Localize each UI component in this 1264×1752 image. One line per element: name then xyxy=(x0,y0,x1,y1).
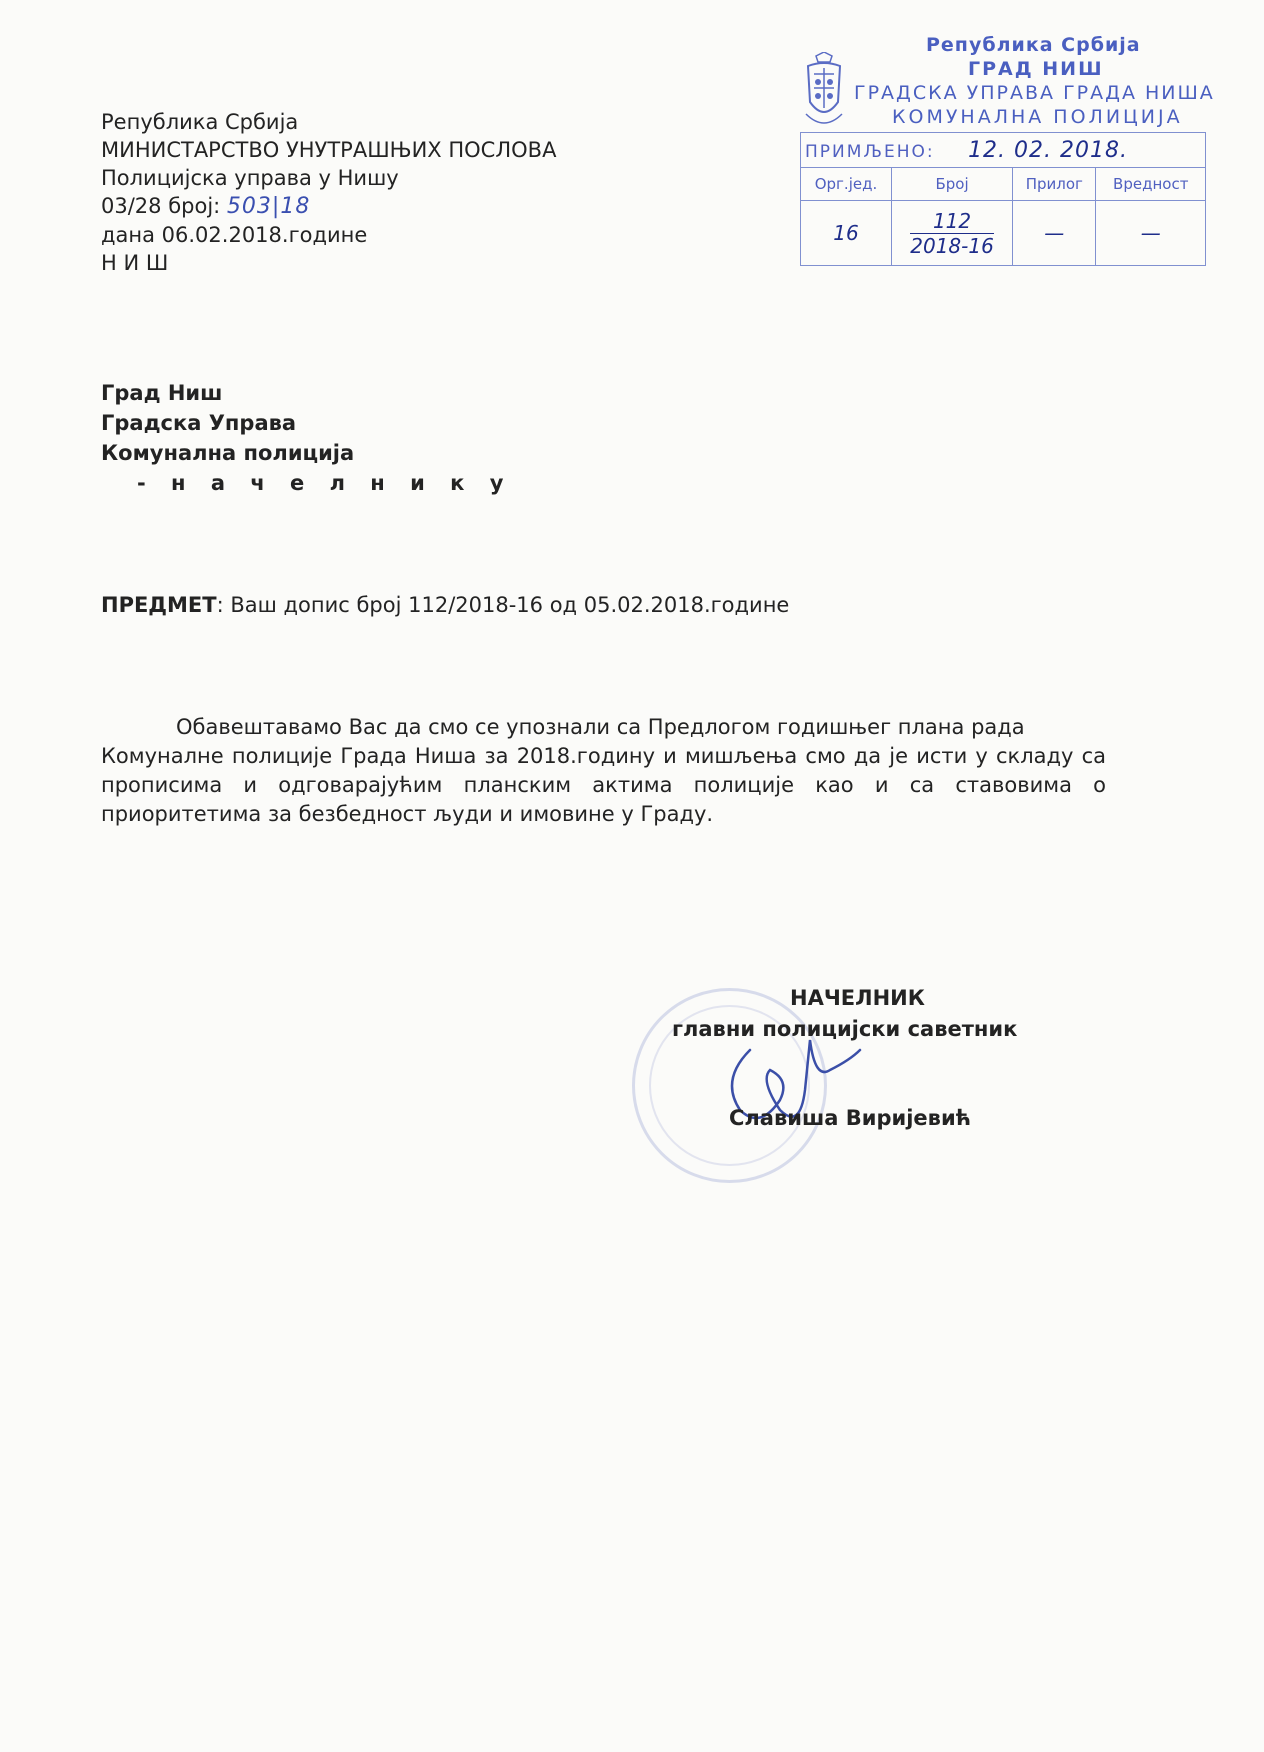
subject-label: ПРЕДМЕТ xyxy=(101,593,217,617)
stamp-department: КОМУНАЛНА ПОЛИЦИЈА xyxy=(892,106,1183,128)
sender-date: дана 06.02.2018.године xyxy=(101,223,368,247)
stamp-city: ГРАД НИШ xyxy=(968,58,1104,80)
letter-body xyxy=(101,713,1106,829)
stamp-number-cell xyxy=(891,201,1012,266)
stamp-org-unit xyxy=(801,201,892,266)
sender-department: Полицијска управа у Нишу xyxy=(101,166,399,190)
recipient-administration: Градска Управа xyxy=(101,411,297,435)
stamp-number-top: 112 xyxy=(910,209,994,234)
stamp-country: Република Србија xyxy=(926,34,1141,56)
signature-name: Славиша Виријевић xyxy=(729,1106,972,1130)
body-continuation: Комуналне полиције Града Ниша за 2018.годину и мишљења смо да је исти у складу са прописима и одговарајућим планским актима полиције као и са ставовима о приоритетима за безбедност људи и имовине у Граду. xyxy=(101,744,1106,826)
stamp-header-value: Вредност xyxy=(1096,168,1206,201)
coat-of-arms-icon xyxy=(802,52,846,138)
stamp-number-fraction xyxy=(910,209,994,258)
stamp-table xyxy=(800,132,1206,266)
recipient-addressee: - н а ч е л н и к у xyxy=(137,471,513,495)
stamp-number-bottom: 2018-16 xyxy=(910,233,994,258)
stamp-header-number: Број xyxy=(891,168,1012,201)
signature-title: НАЧЕЛНИК xyxy=(790,986,925,1010)
stamp-org-unit-value: 16 xyxy=(833,221,859,245)
sender-number-label: 03/28 број: xyxy=(101,194,221,218)
sender-ministry: МИНИСТАРСТВО УНУТРАШЊИХ ПОСЛОВА xyxy=(101,138,557,162)
stamp-received-row xyxy=(801,133,1206,168)
stamp-administration: ГРАДСКА УПРАВА ГРАДА НИША xyxy=(854,82,1215,104)
stamp-value-value: — xyxy=(1140,221,1161,245)
body-first-line: Обавештавамо Вас да смо се упознали са Предлогом годишњег плана рада xyxy=(176,715,1025,739)
recipient-block xyxy=(101,378,512,498)
sender-city: Н И Ш xyxy=(101,251,169,275)
subject-line xyxy=(101,593,789,617)
sender-block xyxy=(101,108,556,277)
sender-number xyxy=(101,192,556,221)
reception-stamp xyxy=(796,34,1215,266)
stamp-attachment-value: — xyxy=(1044,221,1065,245)
stamp-received-label: ПРИМЉЕНО: xyxy=(805,141,935,162)
stamp-received-date: 12. 02. 2018. xyxy=(968,137,1129,163)
recipient-city: Град Ниш xyxy=(101,381,223,405)
subject-text: : Ваш допис број 112/2018-16 од 05.02.2018.године xyxy=(216,593,790,617)
signature-subtitle: главни полицијски саветник xyxy=(672,1017,1018,1041)
recipient-department: Комунална полиција xyxy=(101,441,355,465)
stamp-header-attachment: Прилог xyxy=(1013,168,1096,201)
sender-number-handwritten: 503|18 xyxy=(226,194,311,219)
stamp-attachment xyxy=(1013,201,1096,266)
sender-country: Република Србија xyxy=(101,110,299,134)
stamp-header-org: Орг.јед. xyxy=(801,168,892,201)
stamp-value xyxy=(1096,201,1206,266)
